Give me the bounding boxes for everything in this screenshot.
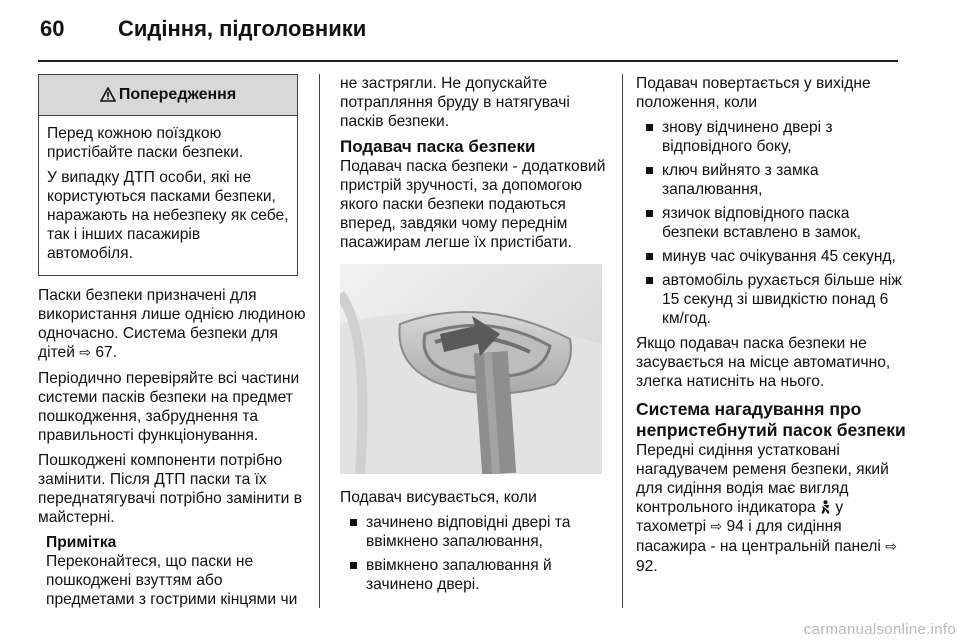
paragraph: Подавач висувається, коли bbox=[340, 489, 537, 506]
column-divider-2 bbox=[622, 74, 623, 608]
list-item: знову відчинено двері з відповідного боку, bbox=[636, 118, 908, 156]
page-reference[interactable]: 92. bbox=[636, 558, 658, 575]
belt-presenter-illustration bbox=[340, 264, 602, 474]
page-header bbox=[40, 16, 366, 46]
column-1 bbox=[38, 74, 306, 609]
list-item: зачинено відповідні двері та ввімкнено запалювання, bbox=[340, 513, 606, 551]
header-rule bbox=[38, 60, 898, 62]
list-item: автомобіль рухається більше ніж 15 секунд зі швидкістю понад 6 км/год. bbox=[636, 271, 908, 328]
warning-paragraph-2: У випадку ДТП особи, які не користуються пасками безпеки, наражають на небезпеку як себе, так і інших пасажирів автомобіля. bbox=[47, 169, 289, 262]
bullet-list bbox=[636, 118, 908, 328]
paragraph: Якщо подавач паска безпеки не засувається на місце автоматично, злегка натисніть на нього. bbox=[636, 335, 891, 390]
watermark: carmanualsonline.info bbox=[803, 621, 956, 638]
paragraph-text: і для сидіння пасажира - на центральній панелі bbox=[636, 518, 886, 555]
page-number: 60 bbox=[40, 16, 65, 41]
note-title: Примітка bbox=[46, 534, 117, 551]
list-item: минув час очікування 45 секунд, bbox=[636, 247, 908, 266]
seatbelt-indicator-icon bbox=[820, 500, 831, 514]
paragraph-text: Передні сидіння устатковані нагадувачем ременя безпеки, який для сидіння водія має вигляд контрольного індикатора bbox=[636, 442, 889, 516]
page-reference[interactable]: 67. bbox=[95, 344, 118, 361]
warning-paragraph-1: Перед кожною поїздкою пристібайте паски безпеки. bbox=[47, 125, 244, 161]
page-reference[interactable]: 94 bbox=[726, 518, 744, 535]
paragraph: не застрягли. Не допускайте потрапляння бруду в натягувачі пасків безпеки. bbox=[340, 75, 570, 130]
note-block bbox=[38, 533, 306, 609]
section-heading: Система нагадування про непристебнутий пасок безпеки bbox=[636, 399, 906, 440]
warning-box bbox=[38, 74, 298, 276]
bullet-list bbox=[340, 513, 606, 594]
warning-header bbox=[39, 75, 297, 116]
paragraph-text: Паски безпеки призначені для використання лише однією людиною одночасно. Система безпеки для дітей bbox=[38, 287, 306, 361]
warning-title: Попередження bbox=[118, 86, 237, 103]
column-2 bbox=[340, 74, 606, 600]
cross-reference-arrow-icon: ⇨ bbox=[885, 539, 897, 555]
cross-reference-arrow-icon: ⇨ bbox=[710, 519, 723, 535]
cross-reference-arrow-icon: ⇨ bbox=[79, 345, 91, 361]
paragraph bbox=[636, 441, 908, 576]
paragraph: Подавач паска безпеки - додатковий пристрій зручності, за допомогою якого паски безпеки подаються вперед, завдяки чому переднім пасажирам легше їх пристібати. bbox=[340, 158, 606, 251]
paragraph: Подавач повертається у вихідне положення, коли bbox=[636, 75, 871, 111]
paragraph-text: у тахометрі bbox=[636, 499, 844, 535]
paragraph bbox=[38, 286, 306, 363]
seatbelt-presenter-image bbox=[340, 264, 602, 474]
list-item: язичок відповідного паска безпеки вставлено в замок, bbox=[636, 204, 908, 242]
column-divider-1 bbox=[319, 74, 320, 608]
section-heading: Подавач паска безпеки bbox=[340, 137, 536, 156]
list-item: ключ вийнято з замка запалювання, bbox=[636, 161, 908, 199]
list-item: ввімкнено запалювання й зачинено двері. bbox=[340, 556, 606, 594]
note-text: Переконайтеся, що паски не пошкоджені взуттям або предметами з гострими кінцями чи bbox=[46, 553, 298, 608]
warning-triangle-icon bbox=[100, 87, 116, 102]
paragraph: Періодично перевіряйте всі частини системи пасків безпеки на предмет пошкодження, забруднення та правильності функціонування. bbox=[38, 370, 300, 444]
column-3 bbox=[636, 74, 908, 582]
page-title: Сидіння, підголовники bbox=[118, 16, 367, 41]
paragraph: Пошкоджені компоненти потрібно замінити. Після ДТП паски та їх переднатягувачі потрібно замінити в майстерні. bbox=[38, 452, 302, 526]
